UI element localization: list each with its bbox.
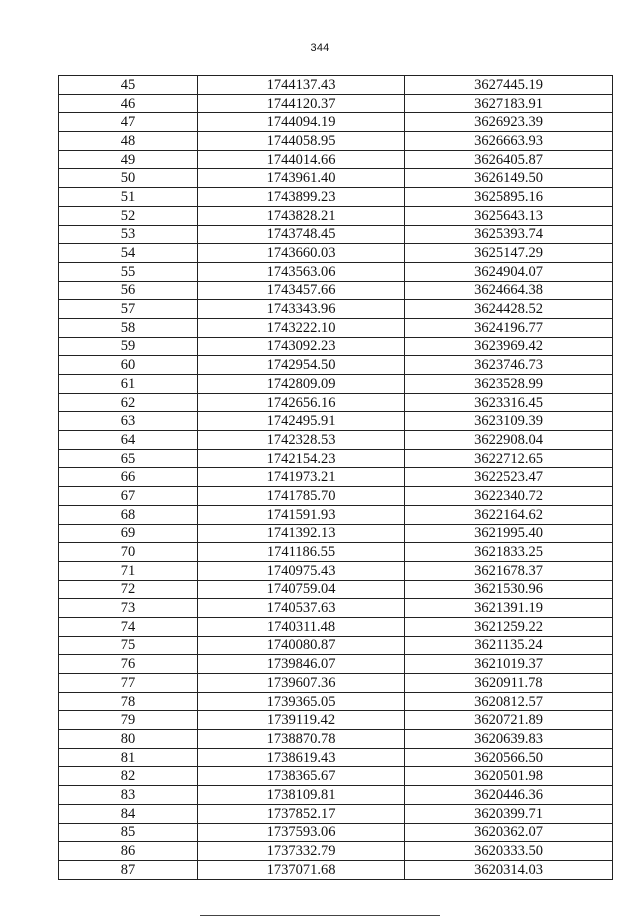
page-number: 344 (310, 42, 330, 54)
coordinates-table (58, 75, 613, 880)
table-row (59, 636, 613, 655)
point-number-cell: 47 (59, 113, 198, 132)
table-row (59, 842, 613, 861)
y-coordinate-cell: 3620314.03 (405, 860, 613, 879)
table-row (59, 244, 613, 263)
table-row (59, 860, 613, 879)
x-coordinate-cell: 1738365.67 (198, 767, 405, 786)
y-coordinate-cell: 3621995.40 (405, 524, 613, 543)
table-row (59, 505, 613, 524)
table-row (59, 561, 613, 580)
x-coordinate-cell: 1743092.23 (198, 337, 405, 356)
y-coordinate-cell: 3620566.50 (405, 748, 613, 767)
x-coordinate-cell: 1743828.21 (198, 206, 405, 225)
point-number-cell: 84 (59, 804, 198, 823)
point-number-cell: 45 (59, 76, 198, 95)
table-row (59, 356, 613, 375)
point-number-cell: 60 (59, 356, 198, 375)
y-coordinate-cell: 3627445.19 (405, 76, 613, 95)
point-number-cell: 50 (59, 169, 198, 188)
point-number-cell: 66 (59, 468, 198, 487)
table-row (59, 748, 613, 767)
table-row (59, 804, 613, 823)
point-number-cell: 64 (59, 431, 198, 450)
y-coordinate-cell: 3621678.37 (405, 561, 613, 580)
x-coordinate-cell: 1740311.48 (198, 617, 405, 636)
x-coordinate-cell: 1744014.66 (198, 150, 405, 169)
table-row (59, 94, 613, 113)
x-coordinate-cell: 1742809.09 (198, 375, 405, 394)
x-coordinate-cell: 1741591.93 (198, 505, 405, 524)
y-coordinate-cell: 3620721.89 (405, 711, 613, 730)
x-coordinate-cell: 1744137.43 (198, 76, 405, 95)
point-number-cell: 71 (59, 561, 198, 580)
table-row (59, 318, 613, 337)
table-row (59, 337, 613, 356)
point-number-cell: 78 (59, 692, 198, 711)
point-number-cell: 69 (59, 524, 198, 543)
table-row (59, 524, 613, 543)
table-row (59, 767, 613, 786)
y-coordinate-cell: 3626663.93 (405, 132, 613, 151)
x-coordinate-cell: 1744058.95 (198, 132, 405, 151)
y-coordinate-cell: 3621833.25 (405, 543, 613, 562)
y-coordinate-cell: 3621259.22 (405, 617, 613, 636)
point-number-cell: 68 (59, 505, 198, 524)
table-row (59, 225, 613, 244)
table-row (59, 412, 613, 431)
y-coordinate-cell: 3623109.39 (405, 412, 613, 431)
y-coordinate-cell: 3621530.96 (405, 580, 613, 599)
y-coordinate-cell: 3623969.42 (405, 337, 613, 356)
y-coordinate-cell: 3620639.83 (405, 730, 613, 749)
y-coordinate-cell: 3620812.57 (405, 692, 613, 711)
x-coordinate-cell: 1740537.63 (198, 599, 405, 618)
table-row (59, 281, 613, 300)
x-coordinate-cell: 1743343.96 (198, 300, 405, 319)
y-coordinate-cell: 3625147.29 (405, 244, 613, 263)
y-coordinate-cell: 3622164.62 (405, 505, 613, 524)
x-coordinate-cell: 1742954.50 (198, 356, 405, 375)
table-row (59, 300, 613, 319)
point-number-cell: 80 (59, 730, 198, 749)
table-row (59, 431, 613, 450)
point-number-cell: 76 (59, 655, 198, 674)
table-row (59, 375, 613, 394)
point-number-cell: 73 (59, 599, 198, 618)
x-coordinate-cell: 1743748.45 (198, 225, 405, 244)
coordinates-table-body (59, 76, 613, 880)
point-number-cell: 54 (59, 244, 198, 263)
table-row (59, 655, 613, 674)
table-row (59, 113, 613, 132)
y-coordinate-cell: 3626405.87 (405, 150, 613, 169)
y-coordinate-cell: 3623528.99 (405, 375, 613, 394)
y-coordinate-cell: 3622523.47 (405, 468, 613, 487)
point-number-cell: 74 (59, 617, 198, 636)
x-coordinate-cell: 1738619.43 (198, 748, 405, 767)
table-row (59, 169, 613, 188)
point-number-cell: 51 (59, 188, 198, 207)
x-coordinate-cell: 1743961.40 (198, 169, 405, 188)
y-coordinate-cell: 3623746.73 (405, 356, 613, 375)
table-row (59, 786, 613, 805)
x-coordinate-cell: 1740759.04 (198, 580, 405, 599)
x-coordinate-cell: 1741186.55 (198, 543, 405, 562)
x-coordinate-cell: 1743660.03 (198, 244, 405, 263)
point-number-cell: 46 (59, 94, 198, 113)
x-coordinate-cell: 1742656.16 (198, 393, 405, 412)
table-row (59, 188, 613, 207)
y-coordinate-cell: 3620333.50 (405, 842, 613, 861)
y-coordinate-cell: 3625643.13 (405, 206, 613, 225)
table-row (59, 449, 613, 468)
table-row (59, 730, 613, 749)
y-coordinate-cell: 3622712.65 (405, 449, 613, 468)
x-coordinate-cell: 1737852.17 (198, 804, 405, 823)
point-number-cell: 48 (59, 132, 198, 151)
table-row (59, 692, 613, 711)
x-coordinate-cell: 1737332.79 (198, 842, 405, 861)
x-coordinate-cell: 1742495.91 (198, 412, 405, 431)
y-coordinate-cell: 3623316.45 (405, 393, 613, 412)
x-coordinate-cell: 1741392.13 (198, 524, 405, 543)
point-number-cell: 70 (59, 543, 198, 562)
table-row (59, 487, 613, 506)
point-number-cell: 79 (59, 711, 198, 730)
point-number-cell: 58 (59, 318, 198, 337)
point-number-cell: 82 (59, 767, 198, 786)
x-coordinate-cell: 1743457.66 (198, 281, 405, 300)
y-coordinate-cell: 3621135.24 (405, 636, 613, 655)
y-coordinate-cell: 3627183.91 (405, 94, 613, 113)
table-row (59, 206, 613, 225)
y-coordinate-cell: 3624904.07 (405, 262, 613, 281)
y-coordinate-cell: 3625895.16 (405, 188, 613, 207)
y-coordinate-cell: 3624196.77 (405, 318, 613, 337)
y-coordinate-cell: 3624428.52 (405, 300, 613, 319)
table-row (59, 76, 613, 95)
x-coordinate-cell: 1737071.68 (198, 860, 405, 879)
table-row (59, 674, 613, 693)
point-number-cell: 77 (59, 674, 198, 693)
point-number-cell: 56 (59, 281, 198, 300)
x-coordinate-cell: 1744120.37 (198, 94, 405, 113)
point-number-cell: 63 (59, 412, 198, 431)
point-number-cell: 72 (59, 580, 198, 599)
y-coordinate-cell: 3621019.37 (405, 655, 613, 674)
table-row (59, 262, 613, 281)
point-number-cell: 75 (59, 636, 198, 655)
y-coordinate-cell: 3622340.72 (405, 487, 613, 506)
y-coordinate-cell: 3620501.98 (405, 767, 613, 786)
point-number-cell: 53 (59, 225, 198, 244)
table-row (59, 468, 613, 487)
x-coordinate-cell: 1739846.07 (198, 655, 405, 674)
x-coordinate-cell: 1737593.06 (198, 823, 405, 842)
point-number-cell: 87 (59, 860, 198, 879)
y-coordinate-cell: 3621391.19 (405, 599, 613, 618)
y-coordinate-cell: 3620911.78 (405, 674, 613, 693)
table-row (59, 543, 613, 562)
x-coordinate-cell: 1738870.78 (198, 730, 405, 749)
point-number-cell: 62 (59, 393, 198, 412)
x-coordinate-cell: 1742154.23 (198, 449, 405, 468)
point-number-cell: 85 (59, 823, 198, 842)
x-coordinate-cell: 1740975.43 (198, 561, 405, 580)
point-number-cell: 57 (59, 300, 198, 319)
y-coordinate-cell: 3622908.04 (405, 431, 613, 450)
y-coordinate-cell: 3625393.74 (405, 225, 613, 244)
table-row (59, 617, 613, 636)
point-number-cell: 65 (59, 449, 198, 468)
footer-rule (200, 915, 440, 916)
x-coordinate-cell: 1740080.87 (198, 636, 405, 655)
y-coordinate-cell: 3620362.07 (405, 823, 613, 842)
x-coordinate-cell: 1739119.42 (198, 711, 405, 730)
table-row (59, 599, 613, 618)
table-row (59, 393, 613, 412)
x-coordinate-cell: 1741973.21 (198, 468, 405, 487)
x-coordinate-cell: 1739607.36 (198, 674, 405, 693)
table-row (59, 132, 613, 151)
x-coordinate-cell: 1743563.06 (198, 262, 405, 281)
point-number-cell: 59 (59, 337, 198, 356)
point-number-cell: 52 (59, 206, 198, 225)
point-number-cell: 86 (59, 842, 198, 861)
y-coordinate-cell: 3620446.36 (405, 786, 613, 805)
y-coordinate-cell: 3624664.38 (405, 281, 613, 300)
table-row (59, 711, 613, 730)
x-coordinate-cell: 1744094.19 (198, 113, 405, 132)
x-coordinate-cell: 1743899.23 (198, 188, 405, 207)
y-coordinate-cell: 3626923.39 (405, 113, 613, 132)
y-coordinate-cell: 3626149.50 (405, 169, 613, 188)
table-row (59, 580, 613, 599)
x-coordinate-cell: 1738109.81 (198, 786, 405, 805)
table-row (59, 823, 613, 842)
point-number-cell: 49 (59, 150, 198, 169)
point-number-cell: 61 (59, 375, 198, 394)
point-number-cell: 81 (59, 748, 198, 767)
x-coordinate-cell: 1743222.10 (198, 318, 405, 337)
x-coordinate-cell: 1741785.70 (198, 487, 405, 506)
table-row (59, 150, 613, 169)
point-number-cell: 67 (59, 487, 198, 506)
y-coordinate-cell: 3620399.71 (405, 804, 613, 823)
point-number-cell: 83 (59, 786, 198, 805)
x-coordinate-cell: 1742328.53 (198, 431, 405, 450)
x-coordinate-cell: 1739365.05 (198, 692, 405, 711)
point-number-cell: 55 (59, 262, 198, 281)
